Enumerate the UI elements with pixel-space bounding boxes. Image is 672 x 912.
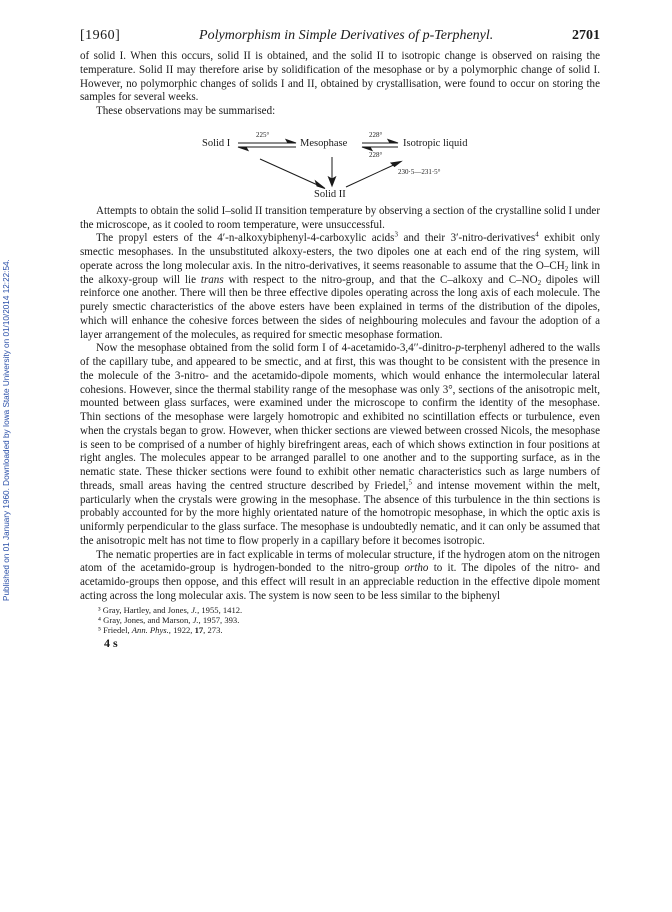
ref-mark: 5 — [408, 478, 412, 487]
node-solid-2: Solid II — [314, 188, 346, 200]
node-mesophase: Mesophase — [300, 137, 348, 149]
reference-3: ³ Gray, Hartley, and Jones, J., 1955, 1412. — [98, 604, 243, 615]
node-isotropic-liquid: Isotropic liquid — [403, 137, 468, 149]
ref-mark: 3 — [394, 230, 398, 239]
transition-diagram — [80, 123, 600, 203]
footnote-references — [80, 605, 600, 636]
temp-label-228-lower: 228° — [369, 150, 383, 159]
reference-4: ⁴ Gray, Jones, and Marson, J., 1957, 393. — [98, 614, 240, 625]
header-title: Polymorphism in Simple Derivatives of p-Terphenyl. — [199, 28, 494, 43]
temp-label-230-231: 230·5—231·5° — [398, 167, 441, 176]
ref-mark: 4 — [535, 230, 539, 239]
temp-label-228-upper: 228° — [369, 130, 383, 139]
temp-label-225: 225° — [256, 130, 270, 139]
signature-mark: 4 s — [104, 636, 118, 651]
page-body — [80, 28, 600, 651]
paragraph-5: Now the mesophase obtained from the solid form I of 4-acetamido-3,4′′-dinitro-p-terphenyl adhered to the walls of the capillary tube, and appeared to be smectic, and at first, this was thought to be consistent with the presence in the molecule of the 3-nitro- and the acetamido-dipole moments, which would enhance the intermolecular lateral cohesions. However, since the thermal stability range of the mesophase was only 3°, sections of the anisotropic melt, mounted between glass surfaces, were examined under the microscope to confirm the identity of the mesophase. Thin sections of the mesophase were largely homotropic and exhibited no scintillation effects or turbulence, even when the crystals began to grow. However, when thicker sections are viewed between crossed Nicols, the mesophase is seen to be comprised of a number of highly birefringent areas, each of which shows extinction in four positions at right angles. The molecules appear to be arranged parallel to one another and to the supporting surface, as in the nematic state. These thicker sections were found to exhibit other nematic characteristics such as large numbers of threads, small areas having the centred structure described by Friedel,$^5$ and intense movement within the melt, particularly when the crystals were growing in the mesophase. The absence of this turbulence in the thin sections is probably accounted for by the more highly orientated nature of the homotropic mesophase, in which the optic axis is uniformly perpendicular to the glass surface. The mesophase is undoubtedly nematic, and it can only be assumed that the anisotropic melt has not time to flow properly in a capillary before it becomes isotropic. — [80, 342, 601, 547]
arrow-solid2-to-iso — [346, 163, 398, 187]
reference-5: ⁵ Friedel, Ann. Phys., 1922, 17, 273. — [98, 624, 223, 635]
arrow-solid1-to-solid2 — [260, 159, 322, 187]
sidebar-provenance-text: Published on 01 January 1960. Downloaded by Iowa State University on 01/10/2014 12:22:54. — [2, 259, 11, 601]
header-year: [1960] — [80, 28, 121, 43]
paragraph-2: These observations may be summarised: — [96, 105, 276, 117]
header-page-number: 2701 — [571, 28, 600, 43]
paragraph-6: The nematic properties are in fact explicable in terms of molecular structure, if the hydrogen atom on the nitrogen atom of the acetamido-group is hydrogen-bonded to the nitro-group ortho to it. The dipoles of the nitro- and acetamido-groups then oppose, and this effect will result in an appreciable reduction in the effective dipole moment acting across the long molecular axis. The system is now seen to be less similar to the biphenyl — [80, 548, 600, 602]
node-solid-1: Solid I — [202, 137, 231, 149]
paragraph-1: of solid I. When this occurs, solid II is obtained, and the solid II to isotropic change is observed on raising the temperature. Solid II may therefore arise by solidification of the mesophase or by a polymorphic change of solid I. However, no polymorphic changes of solids I and II, obtained by crystallisation, were found to occur on storing the samples for several weeks. — [80, 50, 600, 104]
paragraph-3: Attempts to obtain the solid I–solid II transition temperature by observing a section of the crystalline solid I under the microscope, as it cooled to room temperature, were unsuccessful. — [80, 204, 600, 231]
page-header — [80, 28, 600, 44]
paragraph-4: The propyl esters of the 4′-n-alkoxybiphenyl-4-carboxylic acids$^3$ and their 3′-nitro-derivatives$^4$ exhibit only smectic mesophases. In the unsubstituted alkoxy-esters, the two dipoles one at each end of the ring system, will operate across the long molecular axis. In the nitro-derivatives, it seems reasonable to assume that the $O-CH_2$ link in the alkoxy-group will lie trans with respect to the nitro-group, and that the C–alkoxy and $C-NO_2$ dipoles will reinforce one another. There will then be three effective dipoles operating across the long axis of each molecule. The purely smectic characteristics of the above esters have been explained in terms of the distribution of the dipoles, which will enhance the cohesive forces between the sides of neighbouring molecules and favour the adoption of a layer arrangement of the molecules, as required for smectic mesophase formation. — [80, 230, 600, 341]
